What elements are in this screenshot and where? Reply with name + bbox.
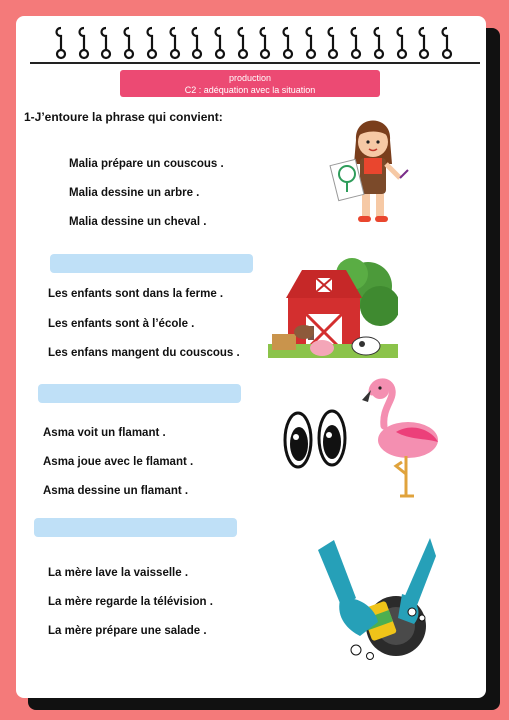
ring-icon (281, 26, 295, 62)
ring-icon (349, 26, 363, 62)
answer-box[interactable] (38, 384, 241, 403)
title-banner (120, 70, 380, 97)
sentence-option[interactable]: Malia dessine un cheval . (69, 216, 207, 228)
top-rule (30, 62, 480, 64)
washing-dishes-illustration (312, 538, 440, 664)
ring-icon (168, 26, 182, 62)
ring-icon (54, 26, 68, 62)
ring-icon (304, 26, 318, 62)
eyes-illustration (282, 406, 352, 476)
sentence-option[interactable]: La mère prépare une salade . (48, 625, 207, 637)
ring-icon (440, 26, 454, 62)
ring-icon (326, 26, 340, 62)
ring-icon (395, 26, 409, 62)
ring-icon (190, 26, 204, 62)
ring-icon (122, 26, 136, 62)
ring-icon (372, 26, 386, 62)
ring-icon (417, 26, 431, 62)
girl-drawing-tree-illustration (326, 112, 418, 232)
answer-box[interactable] (34, 518, 237, 537)
banner-title: production (228, 73, 272, 83)
farm-barn-illustration (268, 248, 398, 366)
ring-icon (258, 26, 272, 62)
sentence-option[interactable]: Asma voit un flamant . (43, 427, 166, 439)
sentence-option[interactable]: La mère regarde la télévision . (48, 596, 213, 608)
sentence-option[interactable]: Les enfants sont dans la ferme . (48, 288, 224, 300)
banner-subtitle: C2 : adéquation avec la situation (184, 85, 316, 95)
worksheet (16, 16, 486, 698)
ring-icon (99, 26, 113, 62)
sentence-option[interactable]: Malia dessine un arbre . (69, 187, 200, 199)
flamingo-illustration (362, 378, 448, 500)
ring-icon (145, 26, 159, 62)
answer-box[interactable] (50, 254, 253, 273)
ring-icon (77, 26, 91, 62)
sentence-option[interactable]: Les enfans mangent du couscous . (48, 347, 240, 359)
sentence-option[interactable]: Malia prépare un couscous . (69, 158, 224, 170)
binder-rings (54, 26, 464, 66)
sentence-option[interactable]: Asma joue avec le flamant . (43, 456, 194, 468)
ring-icon (213, 26, 227, 62)
sentence-option[interactable]: Les enfants sont à l’école . (48, 318, 195, 330)
sentence-option[interactable]: Asma dessine un flamant . (43, 485, 189, 497)
instruction: 1-J’entoure la phrase qui convient: (24, 110, 223, 124)
ring-icon (236, 26, 250, 62)
sentence-option[interactable]: La mère lave la vaisselle . (48, 567, 189, 579)
